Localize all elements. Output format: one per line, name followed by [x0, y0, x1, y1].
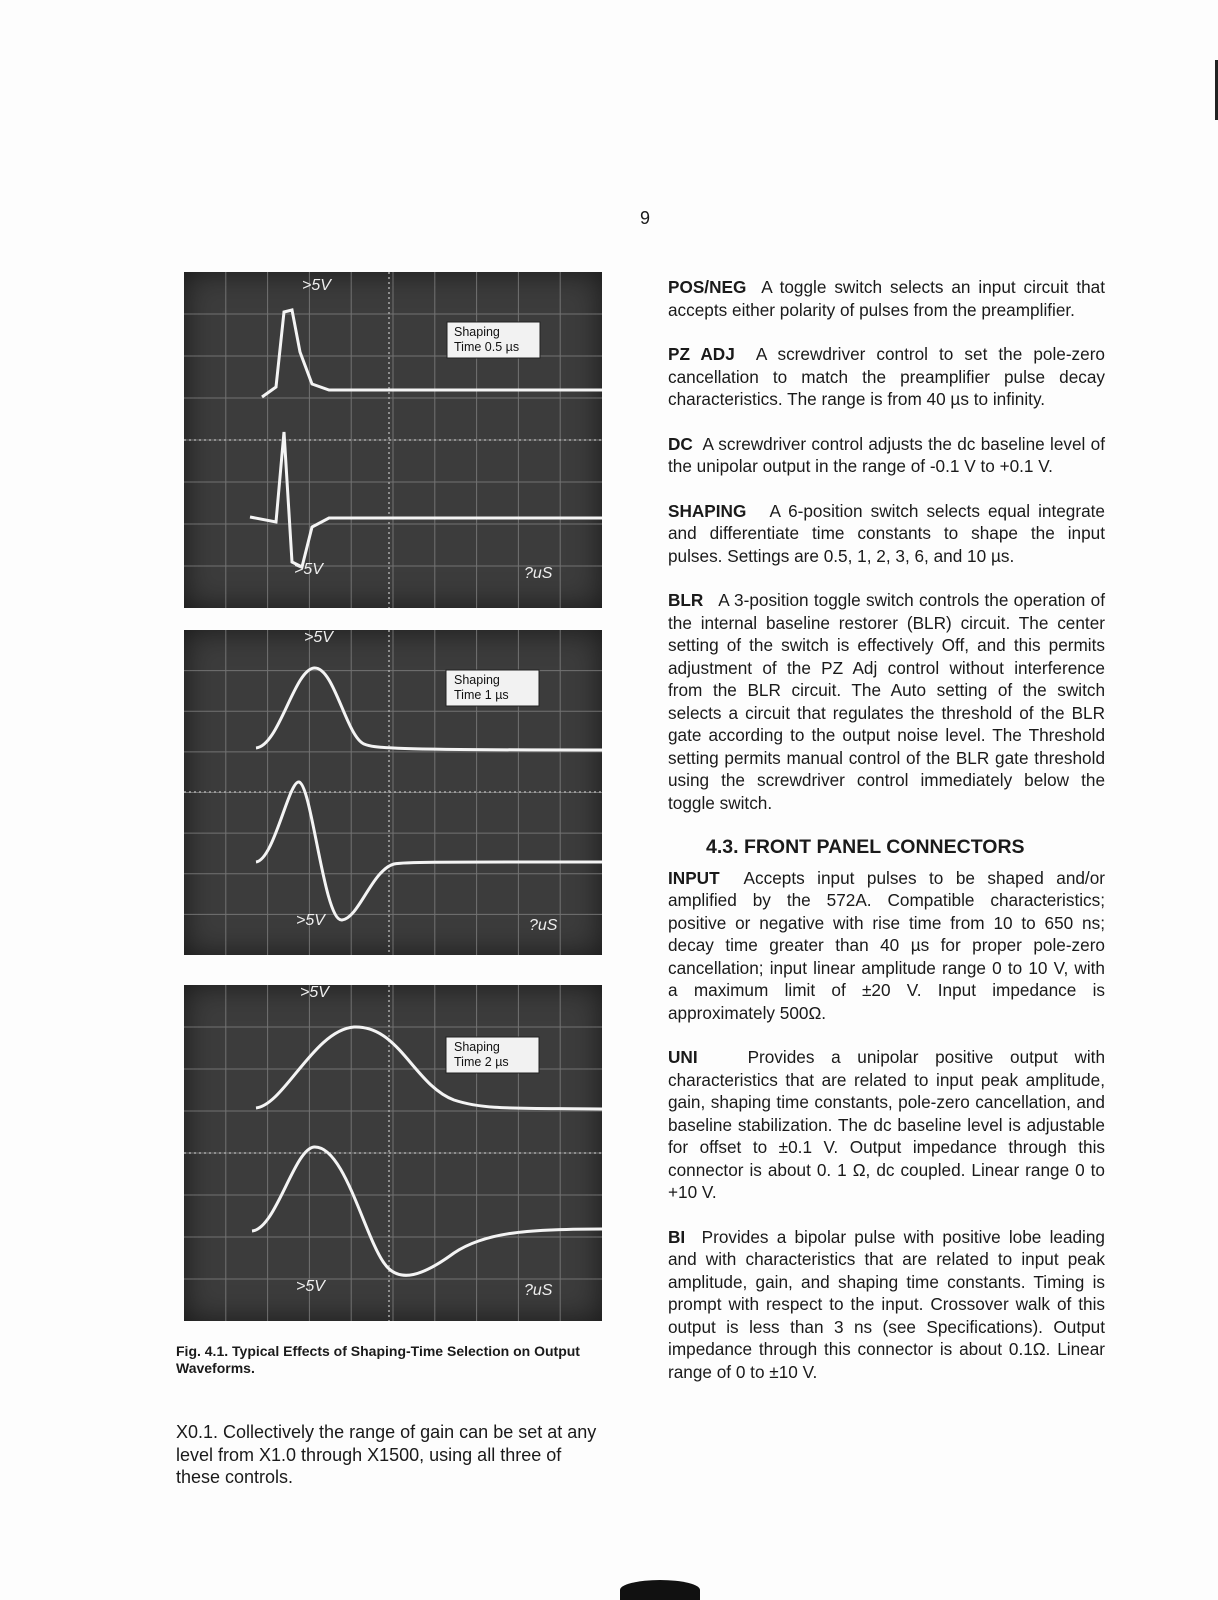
- connector-description: Accepts input pulses to be shaped and/or amplified by the 572A. Compatible characteristics; positive or negative with rise time from 10 to 650 ns; decay time greater than 40 µs for proper pole-zero cancellation; input linear amplitude range 0 to 10 V, with a maximum limit of ±20 V. Input impedance is approximately 500Ω.: [668, 867, 1105, 1023]
- control-description: A 3-position toggle switch controls the operation of the internal baseline restorer (BLR) circuit. The center setting of the switch is effectively Off, and this permits adjustment of the PZ Adj control without interference from the BLR circuit. The Auto setting of the switch selects a circuit that regulates the threshold of the BLR gate according to the output noise level. The Threshold setting permits manual control of the BLR gate threshold using the screwdriver control immediately below the toggle switch.: [668, 590, 1105, 813]
- scope-panel-2: [184, 630, 602, 955]
- connector-description: Provides a bipolar pulse with positive lobe leading and with characteristics that are related to input peak amplitude, gain, and shaping time constants. Timing is prompt with respect to the input. Crossover walk of this output is less than 3 ns (see Specifications). Output impedance through this connector is about 0.1Ω. Linear range of 0 to ±10 V.: [668, 1226, 1105, 1382]
- scope-1-time-label: ?uS: [524, 565, 553, 582]
- shaping-box-3-line2: Time 2 µs: [454, 1055, 509, 1069]
- right-column: [668, 276, 1105, 1405]
- scope-panel-3: [184, 985, 602, 1321]
- control-term: DC: [668, 433, 693, 454]
- left-column-paragraph: X0.1. Collectively the range of gain can be set at any level from X1.0 through X1500, using all three of these controls.: [176, 1422, 597, 1487]
- scope-display-3: [184, 985, 602, 1321]
- scope-2-time-label: ?uS: [529, 917, 558, 934]
- connector-bi: [668, 1226, 1105, 1384]
- scope-panel-1: [184, 272, 602, 608]
- control-blr: [668, 589, 1105, 814]
- connector-term: INPUT: [668, 867, 720, 888]
- control-description: A screwdriver control adjusts the dc baseline level of the unipolar output in the range of -0.1 V to +0.1 V.: [668, 433, 1105, 476]
- scope-3-time-label: ?uS: [524, 1282, 553, 1299]
- scan-blot: [620, 1580, 700, 1600]
- control-description: A screwdriver control to set the pole-zero cancellation to match the preamplifier pulse decay characteristics. The range is from 40 µs to infinity.: [668, 344, 1105, 409]
- connector-term: BI: [668, 1226, 686, 1247]
- control-term: SHAPING: [668, 500, 747, 521]
- connector-description: Provides a unipolar positive output with characteristics that are related to input peak amplitude, gain, shaping time constants, pole-zero cancellation, and baseline stabilization. The dc baseline level is adjustable for offset to ±0.1 V. Output impedance through this connector is about 0. 1 Ω, dc coupled. Linear range 0 to +10 V.: [668, 1047, 1106, 1202]
- scope-display-2: [184, 630, 602, 955]
- control-term: BLR: [668, 590, 704, 610]
- connector-term: UNI: [668, 1047, 698, 1067]
- shaping-box-1-line2: Time 0.5 µs: [454, 340, 520, 354]
- scope-1-top-label: >5V: [302, 277, 331, 294]
- scope-1-bottom-label: >5V: [294, 561, 323, 578]
- scope-3-top-label: >5V: [300, 985, 329, 1001]
- shaping-box-2-line2: Time 1 µs: [454, 688, 509, 702]
- shaping-box-3-line1: Shaping: [454, 1040, 500, 1054]
- control-term: POS/NEG: [668, 277, 747, 297]
- scope-display-1: [184, 272, 602, 608]
- control-shaping: [668, 500, 1105, 568]
- shaping-box-2-line1: Shaping: [454, 673, 500, 687]
- connector-uni: [668, 1046, 1105, 1204]
- shaping-box-1-line1: Shaping: [454, 325, 500, 339]
- control-description: A toggle switch selects an input circuit that accepts either polarity of pulses from the preamplifier.: [668, 277, 1105, 320]
- section-heading: 4.3. FRONT PANEL CONNECTORS: [706, 836, 1025, 858]
- control-dc: [668, 433, 1105, 478]
- control-posneg: [668, 276, 1105, 321]
- connector-input: [668, 867, 1105, 1025]
- figure-caption: Fig. 4.1. Typical Effects of Shaping-Time Selection on Output Waveforms.: [176, 1343, 580, 1376]
- scope-2-bottom-label: >5V: [296, 912, 325, 929]
- control-description: A 6-position switch selects equal integrate and differentiate time constants to shape the input pulses. Settings are 0.5, 1, 2, 3, 6, and 10 µs.: [668, 500, 1105, 566]
- scope-2-top-label: >5V: [304, 630, 333, 646]
- control-term: PZ ADJ: [668, 344, 735, 364]
- scope-3-bottom-label: >5V: [296, 1278, 325, 1295]
- control-pzadj: [668, 343, 1105, 411]
- page-number: 9: [640, 208, 651, 228]
